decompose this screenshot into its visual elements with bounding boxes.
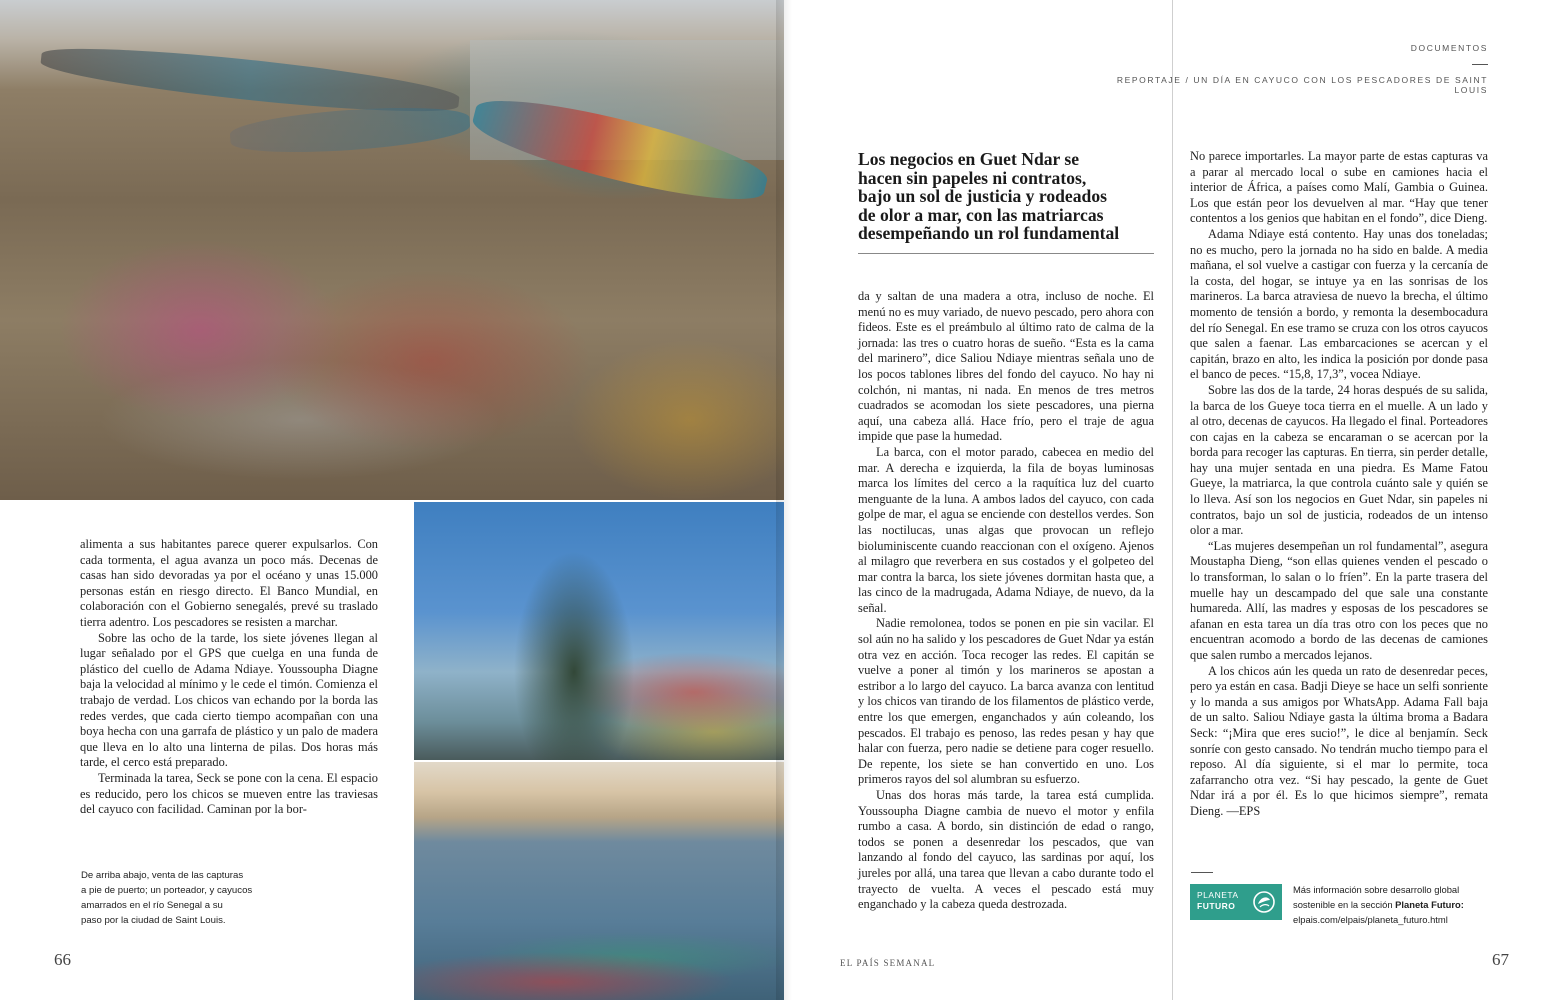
- article-kicker: REPORTAJE / UN DÍA EN CAYUCO CON LOS PESCADORES DE SAINT LOUIS: [1116, 75, 1488, 95]
- section-label: DOCUMENTOS: [1410, 43, 1488, 53]
- promo-text: Más información sobre desarrollo global sostenible en la sección Planeta Futuro: elpais.com/elpais/planeta_futuro.html: [1293, 882, 1493, 927]
- paragraph: Nadie remolonea, todos se ponen en pie sin vacilar. El sol aún no ha salido y los pescadores de Guet Ndar ya están otra vez en acción. Toca recoger las redes. El capitán se vuelve a poner al timón y los marineros se apostan a estribor a lo largo del cayuco. La barca avanza con lentitud y los chicos van tirando de los filamentos de plástico verde, entre los que emergen, enganchados y aún coleando, los pescados. El trabajo es penoso, las redes pesan y hay que halar con fuerza, pero nadie se detiene para coger resuello. De repente, los siete se han convertido en uno. Los primeros rayos del sol alumbran su esfuerzo.: [858, 616, 1154, 787]
- left-body-column: [80, 537, 378, 818]
- porter-photo: [414, 502, 784, 760]
- paragraph: Sobre las ocho de la tarde, los siete jóvenes llegan al lugar señalado por el GPS que cuelga en una funda de plástico del cuello de Adama Ndiaye. Youssoupha Diagne baja la velocidad al mínimo y le cede el timón. Comienza el trabajo de verdad. Los chicos van echando por la borda las redes verdes, que cada cierto tiempo acompañan con una boya hecha con una garrafa de plástico y un palo de madera que lleva en lo alto una linterna de pilas. Dos horas más tarde, el cerco está preparado.: [80, 630, 378, 770]
- market-photo: [0, 0, 784, 500]
- globe-leaf-icon: [1252, 890, 1276, 914]
- planeta-futuro-logo: PLANETA FUTURO: [1190, 884, 1282, 920]
- right-body-column-1: [858, 289, 1154, 913]
- paragraph: A los chicos aún les queda un rato de desenredar peces, pero ya están en casa. Badji Dieye se hace un selfi sonriente y lo manda a sus amigos por WhatsApp. Adama Fall baja de un salto. Saliou Ndiaye gasta la última broma a Badara Seck: “¡Mira que eres sucio!”, le dice al benjamín. Seck sonríe con gesto cansado. No tendrán mucho tiempo para el reposo. Al día siguiente, si el mar lo permite, toca zafarrancho otra vez. “Si hay pescado, la gente de Guet Ndar irá a por él. Es lo que hicimos siempre”, remata Dieng. —EPS: [1190, 663, 1488, 818]
- gutter-shadow: [776, 0, 792, 1000]
- paragraph: “Las mujeres desempeñan un rol fundamental”, asegura Moustapha Dieng, “son ellas quienes venden el pescado o lo transforman, lo salan o lo fríen”. En la parte trasera del muelle hay un descampado del que sale una constante humareda. Allí, las madres y esposas de los pescadores se afanan en esta tarea un día tras otro con los peces que no encuentran acomodo a bordo de las decenas de camiones que salen rumbo a mercados lejanos.: [1190, 538, 1488, 662]
- paragraph: La barca, con el motor parado, cabecea en medio del mar. A derecha e izquierda, la fila de boyas luminosas marca los límites del cerco a la raquítica luz del cuarto menguante de la luna. A ambos lados del cayuco, con cada golpe de mar, el agua se enciende con destellos verdes. Son las noctilucas, unas algas que provocan un reflejo bioluminiscente cuando reaccionan con el oxígeno. Ajenos al milagro que reverbera en sus costados y el golpeteo del mar contra la barca, los siete jóvenes dormitan hasta que, a las cinco de la madrugada, Adama Ndiaye, de nuevo, da la señal.: [858, 444, 1154, 615]
- planeta-futuro-link[interactable]: elpais.com/elpais/planeta_futuro.html: [1293, 914, 1448, 925]
- promo-rule: [1191, 872, 1213, 873]
- photo-caption: De arriba abajo, venta de las capturas a pie de puerto; un porteador, y cayucos amarrados en el río Senegal a su paso por la ciudad de Saint Louis.: [81, 870, 253, 926]
- paragraph: Adama Ndiaye está contento. Hay unas dos toneladas; no es mucho, pero la jornada no ha sido en balde. A media mañana, el sol vuelve a castigar con fuerza y la cercanía de la costa, del hogar, se intuye ya en las sonrisas de los marineros. La barca atraviesa de nuevo la brecha, el último momento de tensión a bordo, y remonta la desembocadura del río Senegal. En ese tramo se cruza con los otros cayucos que salen a faenar. Las embarcaciones se acercan y el capitán, brazo en alto, les indica la posición por donde pasa el banco de peces. “15,8, 17,3”, vocea Ndiaye.: [1190, 226, 1488, 382]
- right-body-column-2: [1190, 149, 1488, 820]
- page-number-right: 67: [1492, 950, 1509, 969]
- paragraph: da y saltan de una madera a otra, incluso de noche. El menú no es muy variado, de nuevo pescado, pero ahora con fideos. Este es el preámbulo al último rato de calma de la jornada: las tres o cuatro horas de sueño. “Esta es la cama del marinero”, dice Saliou Ndiaye mientras señala uno de los pocos tablones libres del fondo del cayuco. No hay ni colchón, ni mantas, ni nada. En menos de tres metros cuadrados se acomodan los siete pescadores, una pierna aquí, una cabeza allá. Hace frío, pero el traje de agua impide que pase la humedad.: [858, 289, 1154, 444]
- harbor-photo: [414, 762, 784, 1000]
- paragraph: No parece importarles. La mayor parte de estas capturas va a parar al mercado local o sube en camiones hacia el interior de África, a países como Malí, Gambia o Guinea. Los que están peor los devuelven al mar. “Hay que tener contentos a los genios que habitan en el fondo”, dice Dieng.: [1190, 149, 1488, 226]
- page-number-left: 66: [54, 950, 71, 969]
- paragraph: alimenta a sus habitantes parece querer expulsarlos. Con cada tormenta, el agua avanza un poco más. Decenas de casas han sido devoradas ya por el océano y unas 15.000 personas están en riesgo directo. El Banco Mundial, en colaboración con el Gobierno senegalés, prevé su traslado tierra adentro. Los pescadores se resisten a marchar.: [80, 537, 378, 629]
- column-divider: [1172, 0, 1173, 1000]
- section-rule: [1472, 64, 1488, 65]
- paragraph: Terminada la tarea, Seck se pone con la cena. El espacio es reducido, pero los chicos se mueven entre las traviesas del cayuco con facilidad. Caminan por la bor-: [80, 770, 378, 817]
- pull-quote-rule: [858, 253, 1154, 254]
- paragraph: Sobre las dos de la tarde, 24 horas después de su salida, la barca de los Gueye toca tierra en el muelle. A un lado y al otro, decenas de cayucos. Ha llegado el final. Porteadores con cajas en la cabeza se encaraman o se acercan por la borda para recoger las capturas. En tierra, sin perder detalle, hay una mujer sentada en una piedra. Es Mame Fatou Gueye, la matriarca, la que controla cuánto sale y quién se lo lleva. Así son los negocios en Guet Ndar, sin papeles ni contratos, bajo un sol de justicia, rodeados de un intenso olor a mar.: [1190, 382, 1488, 538]
- pull-quote: Los negocios en Guet Ndar se hacen sin papeles ni contratos, bajo un sol de justicia y rodeados de olor a mar, con las matriarcas desempeñando un rol fundamental: [858, 149, 1120, 243]
- masthead-footer: EL PAÍS SEMANAL: [840, 958, 936, 968]
- paragraph: Unas dos horas más tarde, la tarea está cumplida. Youssoupha Diagne cambia de nuevo el motor y enfila rumbo a casa. A bordo, sin distinción de edad o rango, todos se ponen a desenredar los pescados, que van lanzando al fondo del cayuco, las sardinas por aquí, los jureles por allá, una tarea que llevan a cabo durante todo el trayecto de vuelta. A veces el pescado está muy enganchado y la cabeza queda destrozada.: [858, 788, 1154, 912]
